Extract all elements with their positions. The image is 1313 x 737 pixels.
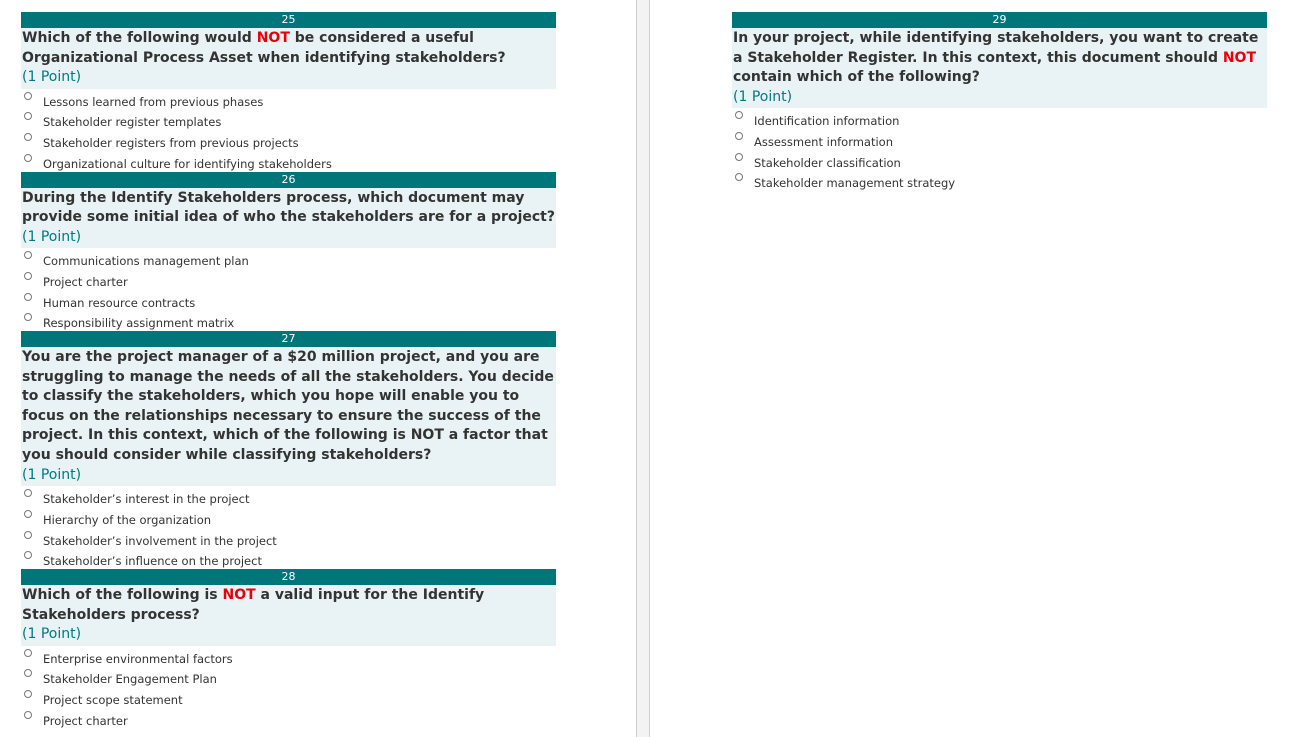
left-column <box>21 12 556 729</box>
question-box <box>21 28 556 89</box>
option-label[interactable]: Organizational culture for identifying stakeholders <box>43 156 332 171</box>
option-label[interactable]: Stakeholder classification <box>754 155 901 170</box>
question-text: In your project, while identifying stakeholders, you want to create a Stakeholder Register. In this context, this document should NOT contain which of the following? <box>733 30 1259 86</box>
option-label[interactable]: Project charter <box>43 275 128 289</box>
option-label[interactable]: Project scope statement <box>43 693 183 708</box>
not-emphasis: NOT <box>1222 49 1257 66</box>
option[interactable] <box>21 248 556 269</box>
option-label[interactable]: Enterprise environmental factors <box>43 651 233 666</box>
radio-button[interactable] <box>735 111 743 119</box>
option[interactable] <box>732 150 1267 171</box>
radio-button[interactable] <box>24 489 32 497</box>
question-box <box>732 28 1267 108</box>
not-emphasis: NOT <box>222 586 256 603</box>
option[interactable] <box>21 130 556 151</box>
radio-button[interactable] <box>24 133 32 141</box>
option[interactable] <box>21 548 556 569</box>
option-label[interactable]: Stakeholder’s influence on the project <box>43 554 262 569</box>
question-27 <box>21 331 556 569</box>
option-label[interactable]: Communications management plan <box>43 254 249 269</box>
radio-button[interactable] <box>24 690 32 698</box>
option[interactable] <box>21 687 556 708</box>
radio-button[interactable] <box>735 173 743 181</box>
option[interactable] <box>21 666 556 687</box>
option-label[interactable]: Responsibility assignment matrix <box>43 316 235 331</box>
question-number: 26 <box>21 172 556 188</box>
option[interactable] <box>21 528 556 549</box>
radio-button[interactable] <box>735 132 743 140</box>
options-list <box>732 108 1267 191</box>
question-points: (1 Point) <box>22 69 82 86</box>
radio-button[interactable] <box>24 711 32 719</box>
question-29 <box>732 12 1267 191</box>
question-text: You are the project manager of a $20 million project, and you are struggling to manage the needs of all the stakeholders. You decide to classify the stakeholders, which you hope will enable you to focus on the relationships necessary to ensure the success of the project. In this context, which of the following is NOT a factor that you should consider while classifying stakeholders? <box>22 349 554 464</box>
radio-button[interactable] <box>24 92 32 100</box>
option-label[interactable]: Stakeholder management strategy <box>754 176 956 191</box>
option-label[interactable]: Assessment information <box>754 135 894 150</box>
option[interactable] <box>21 109 556 130</box>
question-box <box>21 347 556 486</box>
option-label[interactable]: Stakeholder’s involvement in the project <box>43 533 277 548</box>
question-26 <box>21 172 556 332</box>
option[interactable] <box>732 108 1267 129</box>
radio-button[interactable] <box>24 251 32 259</box>
question-text: Which of the following is NOT a valid input for the Identify Stakeholders process? <box>22 586 485 623</box>
question-box <box>21 585 556 646</box>
option-label[interactable]: Stakeholder’s interest in the project <box>43 492 250 507</box>
question-text: During the Identify Stakeholders process, which document may provide some initial idea of who the stakeholders are for a project? <box>22 189 555 226</box>
options-list <box>21 89 556 172</box>
radio-button[interactable] <box>24 272 32 280</box>
question-number: 28 <box>21 569 556 585</box>
radio-button[interactable] <box>24 510 32 518</box>
radio-button[interactable] <box>24 112 32 120</box>
option[interactable] <box>732 170 1267 191</box>
radio-button[interactable] <box>24 154 32 162</box>
not-emphasis: NOT <box>256 30 290 46</box>
option[interactable] <box>21 290 556 311</box>
option[interactable] <box>21 310 556 331</box>
radio-button[interactable] <box>24 649 32 657</box>
question-points: (1 Point) <box>22 466 82 483</box>
radio-button[interactable] <box>24 531 32 539</box>
option-label[interactable]: Project charter <box>43 713 128 728</box>
option-label[interactable]: Lessons learned from previous phases <box>43 94 264 109</box>
option[interactable] <box>21 646 556 667</box>
radio-button[interactable] <box>24 551 32 559</box>
option[interactable] <box>21 89 556 110</box>
question-number: 25 <box>21 12 556 28</box>
radio-button[interactable] <box>24 293 32 301</box>
options-list <box>21 486 556 569</box>
page-gutter <box>636 0 650 737</box>
question-25 <box>21 12 556 172</box>
option[interactable] <box>21 269 556 290</box>
option[interactable] <box>21 151 556 172</box>
question-28 <box>21 569 556 729</box>
option[interactable] <box>21 486 556 507</box>
option-label[interactable]: Stakeholder Engagement Plan <box>43 672 217 687</box>
option[interactable] <box>732 129 1267 150</box>
question-points: (1 Point) <box>22 626 82 643</box>
option[interactable] <box>21 507 556 528</box>
options-list <box>21 248 556 331</box>
option-label[interactable]: Identification information <box>754 114 900 129</box>
question-number: 27 <box>21 331 556 347</box>
question-number: 29 <box>732 12 1267 28</box>
option-label[interactable]: Stakeholder register templates <box>43 115 222 130</box>
right-column <box>732 12 1267 191</box>
question-points: (1 Point) <box>733 88 793 105</box>
question-points: (1 Point) <box>22 228 82 245</box>
question-box <box>21 188 556 249</box>
option[interactable] <box>21 708 556 729</box>
options-list <box>21 646 556 729</box>
option-label[interactable]: Hierarchy of the organization <box>43 512 212 527</box>
radio-button[interactable] <box>24 669 32 677</box>
radio-button[interactable] <box>735 153 743 161</box>
option-label[interactable]: Human resource contracts <box>43 295 196 310</box>
radio-button[interactable] <box>24 313 32 321</box>
question-text: Which of the following would NOT be considered a useful Organizational Process Asset when identifying stakeholders? <box>22 30 506 66</box>
option-label[interactable]: Stakeholder registers from previous projects <box>43 136 299 151</box>
